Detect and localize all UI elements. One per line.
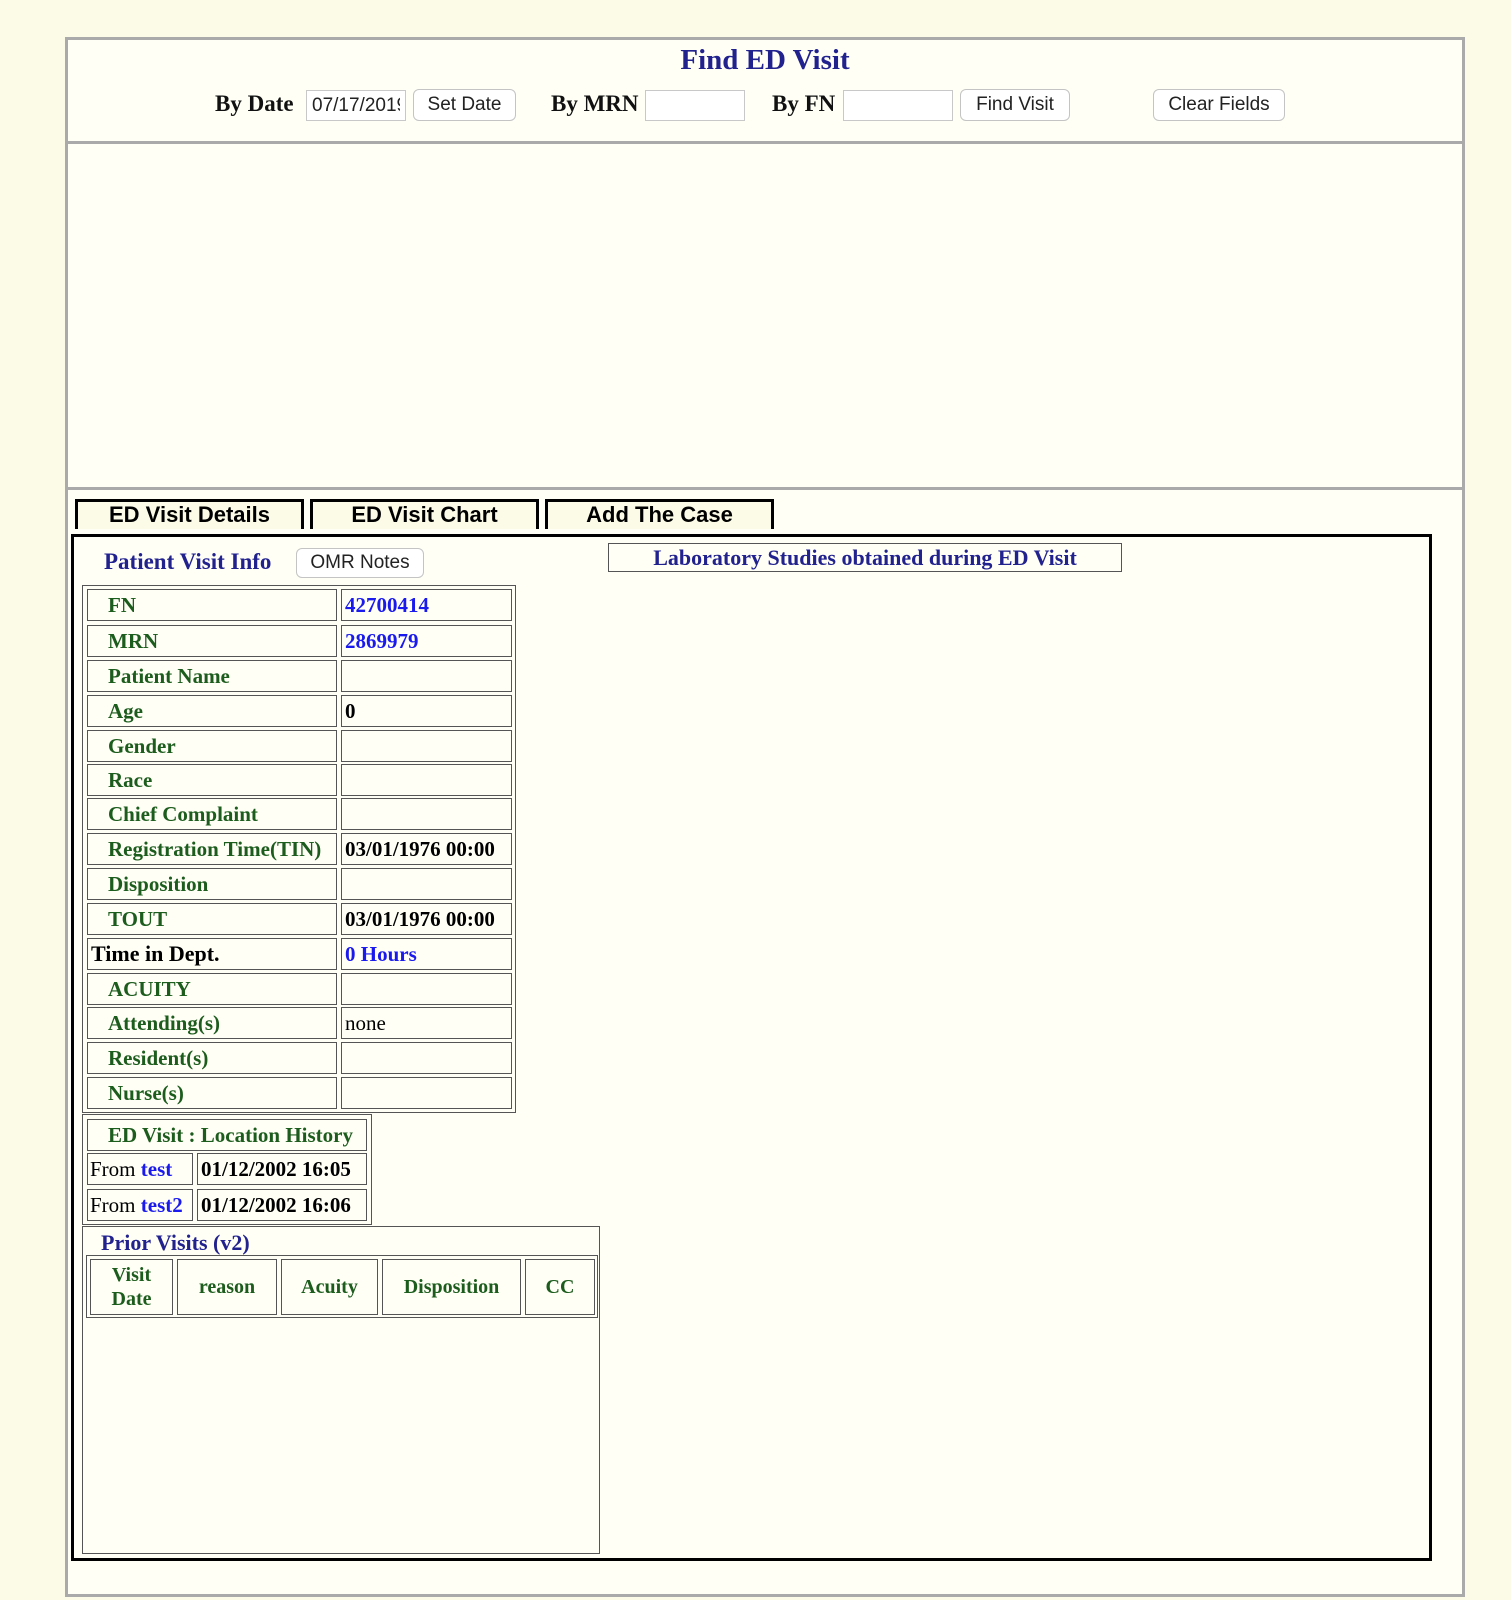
location-history-table bbox=[82, 1114, 372, 1225]
age-label: Age bbox=[87, 695, 337, 727]
race-value bbox=[341, 764, 512, 796]
location-row-1-from bbox=[87, 1153, 193, 1185]
by-mrn-label: By MRN bbox=[551, 91, 639, 116]
location-link[interactable]: test2 bbox=[140, 1193, 183, 1217]
lab-studies-title: Laboratory Studies obtained during ED Visit bbox=[608, 543, 1122, 572]
mrn-value[interactable]: 2869979 bbox=[341, 625, 512, 657]
mrn-input[interactable] bbox=[645, 90, 745, 121]
time-in-dept-value: 0 Hours bbox=[341, 938, 512, 970]
chief-complaint-value bbox=[341, 798, 512, 830]
column-header-cc: CC bbox=[525, 1259, 595, 1315]
disposition-label: Disposition bbox=[87, 868, 337, 900]
attendings-label: Attending(s) bbox=[87, 1007, 337, 1039]
registration-time-value: 03/01/1976 00:00 bbox=[341, 833, 512, 865]
residents-value bbox=[341, 1042, 512, 1074]
chief-complaint-label: Chief Complaint bbox=[87, 798, 337, 830]
search-results-area bbox=[68, 144, 1462, 490]
nurses-value bbox=[341, 1077, 512, 1109]
gender-value bbox=[341, 730, 512, 762]
mrn-label: MRN bbox=[87, 625, 337, 657]
prior-visits-title: Prior Visits (v2) bbox=[101, 1230, 250, 1255]
gender-label: Gender bbox=[87, 730, 337, 762]
find-ed-visit-frame bbox=[65, 37, 1465, 1597]
find-visit-button[interactable]: Find Visit bbox=[960, 89, 1070, 121]
fn-input[interactable] bbox=[843, 90, 953, 121]
acuity-value bbox=[341, 973, 512, 1005]
location-row-2-time: 01/12/2002 16:06 bbox=[197, 1189, 367, 1221]
patient-visit-info-title: Patient Visit Info bbox=[104, 549, 272, 574]
age-value: 0 bbox=[341, 695, 512, 727]
location-link[interactable]: test bbox=[140, 1157, 173, 1181]
set-date-button[interactable]: Set Date bbox=[413, 89, 516, 121]
column-header-reason: reason bbox=[177, 1259, 277, 1315]
patient-name-label: Patient Name bbox=[87, 660, 337, 692]
nurses-label: Nurse(s) bbox=[87, 1077, 337, 1109]
by-date-label: By Date bbox=[215, 91, 294, 116]
acuity-label: ACUITY bbox=[87, 973, 337, 1005]
visit-details-panel bbox=[71, 534, 1432, 1561]
location-history-title: ED Visit : Location History bbox=[87, 1119, 367, 1151]
fn-label: FN bbox=[87, 589, 337, 621]
from-label: From bbox=[90, 1157, 136, 1181]
patient-name-value bbox=[341, 660, 512, 692]
location-row-2-from bbox=[87, 1189, 193, 1221]
column-header-disposition: Disposition bbox=[382, 1259, 521, 1315]
date-input[interactable] bbox=[306, 90, 406, 121]
prior-visits-table bbox=[86, 1255, 598, 1318]
race-label: Race bbox=[87, 764, 337, 796]
tab-ed-visit-chart[interactable]: ED Visit Chart bbox=[310, 499, 539, 529]
tab-add-the-case[interactable]: Add The Case bbox=[545, 499, 774, 529]
disposition-value bbox=[341, 868, 512, 900]
tout-value: 03/01/1976 00:00 bbox=[341, 903, 512, 935]
search-bar bbox=[68, 40, 1462, 144]
attendings-value: none bbox=[341, 1007, 512, 1039]
fn-value[interactable]: 42700414 bbox=[341, 589, 512, 621]
time-in-dept-label: Time in Dept. bbox=[87, 938, 337, 970]
residents-label: Resident(s) bbox=[87, 1042, 337, 1074]
visit-info-table bbox=[82, 585, 516, 1113]
column-header-acuity: Acuity bbox=[281, 1259, 378, 1315]
prior-visits-section bbox=[82, 1226, 600, 1554]
location-row-1-time: 01/12/2002 16:05 bbox=[197, 1153, 367, 1185]
page-title: Find ED Visit bbox=[680, 44, 850, 76]
by-fn-label: By FN bbox=[772, 91, 836, 116]
from-label: From bbox=[90, 1193, 136, 1217]
registration-time-label: Registration Time(TIN) bbox=[87, 833, 337, 865]
tout-label: TOUT bbox=[87, 903, 337, 935]
tab-ed-visit-details[interactable]: ED Visit Details bbox=[75, 499, 304, 529]
clear-fields-button[interactable]: Clear Fields bbox=[1153, 89, 1285, 121]
omr-notes-button[interactable]: OMR Notes bbox=[296, 548, 424, 578]
column-header-visit-date: Visit Date bbox=[90, 1259, 173, 1315]
